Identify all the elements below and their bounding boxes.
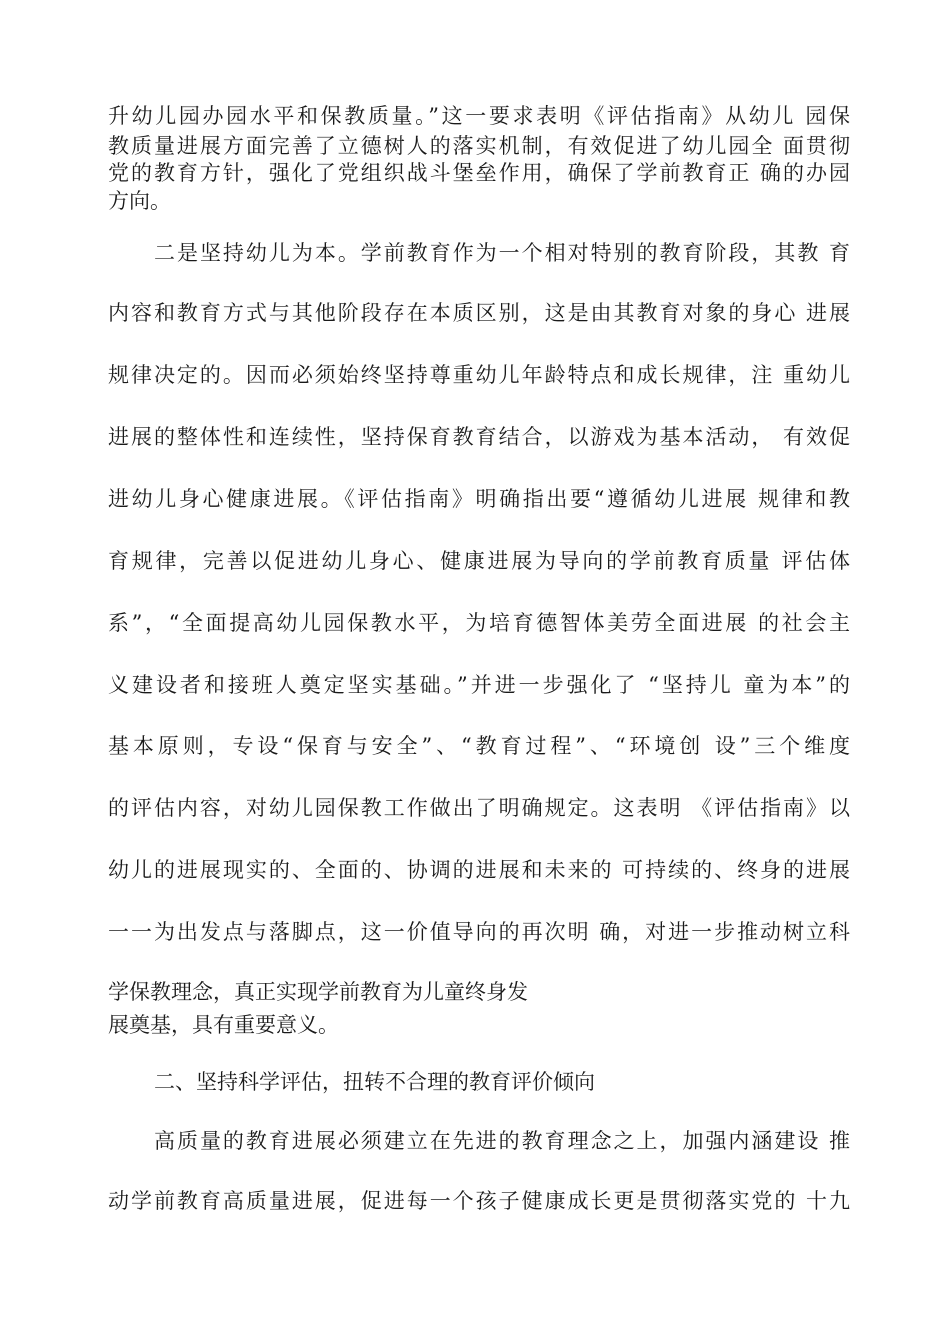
text-line: 进展的整体性和连续性，坚持保育教育结合，以游戏为基本活动， 有效促 bbox=[108, 425, 850, 449]
text-line: 系”，“全面提高幼儿园保教水平，为培育德智体美劳全面进展 的社会主 bbox=[108, 611, 850, 635]
text-line: 规律决定的。因而必须始终坚持尊重幼儿年龄特点和成长规律，注 重幼儿 bbox=[108, 363, 850, 387]
text-line: 动学前教育高质量进展，促进每一个孩子健康成长更是贯彻落实党的 十九 bbox=[108, 1189, 850, 1213]
text-line: 方向。 bbox=[108, 189, 171, 213]
text-line: 一一为出发点与落脚点，这一价值导向的再次明 确，对进一步推动树立科 bbox=[108, 920, 850, 944]
text-line: 育规律，完善以促进幼儿身心、健康进展为导向的学前教育质量 评估体 bbox=[108, 549, 850, 573]
section-heading: 二、坚持科学评估，扭转不合理的教育评价倾向 bbox=[154, 1070, 595, 1094]
text-line: 党的教育方针，强化了党组织战斗堡垒作用，确保了学前教育正 确的办园 bbox=[108, 161, 850, 185]
text-line: 内容和教育方式与其他阶段存在本质区别，这是由其教育对象的身心 进展 bbox=[108, 301, 850, 325]
text-line: 升幼儿园办园水平和保教质量。”这一要求表明《评估指南》从幼儿 园保 bbox=[108, 104, 850, 128]
text-line: 的评估内容，对幼儿园保教工作做出了明确规定。这表明 《评估指南》以 bbox=[108, 796, 850, 820]
text-line: 展奠基，具有重要意义。 bbox=[108, 1013, 339, 1037]
text-line: 义建设者和接班人奠定坚实基础。”并进一步强化了 “坚持儿 童为本”的 bbox=[108, 673, 850, 697]
text-line: 高质量的教育进展必须建立在先进的教育理念之上，加强内涵建设 推 bbox=[154, 1129, 850, 1153]
text-line: 基本原则，专设“保育与安全”、“教育过程”、“环境创 设”三个维度 bbox=[108, 734, 850, 758]
text-line: 幼儿的进展现实的、全面的、协调的进展和未来的 可持续的、终身的进展 bbox=[108, 858, 850, 882]
text-line: 学保教理念，真正实现学前教育为儿童终身发 bbox=[108, 980, 528, 1004]
text-line: 教质量进展方面完善了立德树人的落实机制，有效促进了幼儿园全 面贯彻 bbox=[108, 134, 850, 158]
text-line: 二是坚持幼儿为本。学前教育作为一个相对特别的教育阶段，其教 育 bbox=[154, 241, 850, 265]
text-line: 进幼儿身心健康进展。《评估指南》明确指出要“遵循幼儿进展 规律和教 bbox=[108, 487, 850, 511]
